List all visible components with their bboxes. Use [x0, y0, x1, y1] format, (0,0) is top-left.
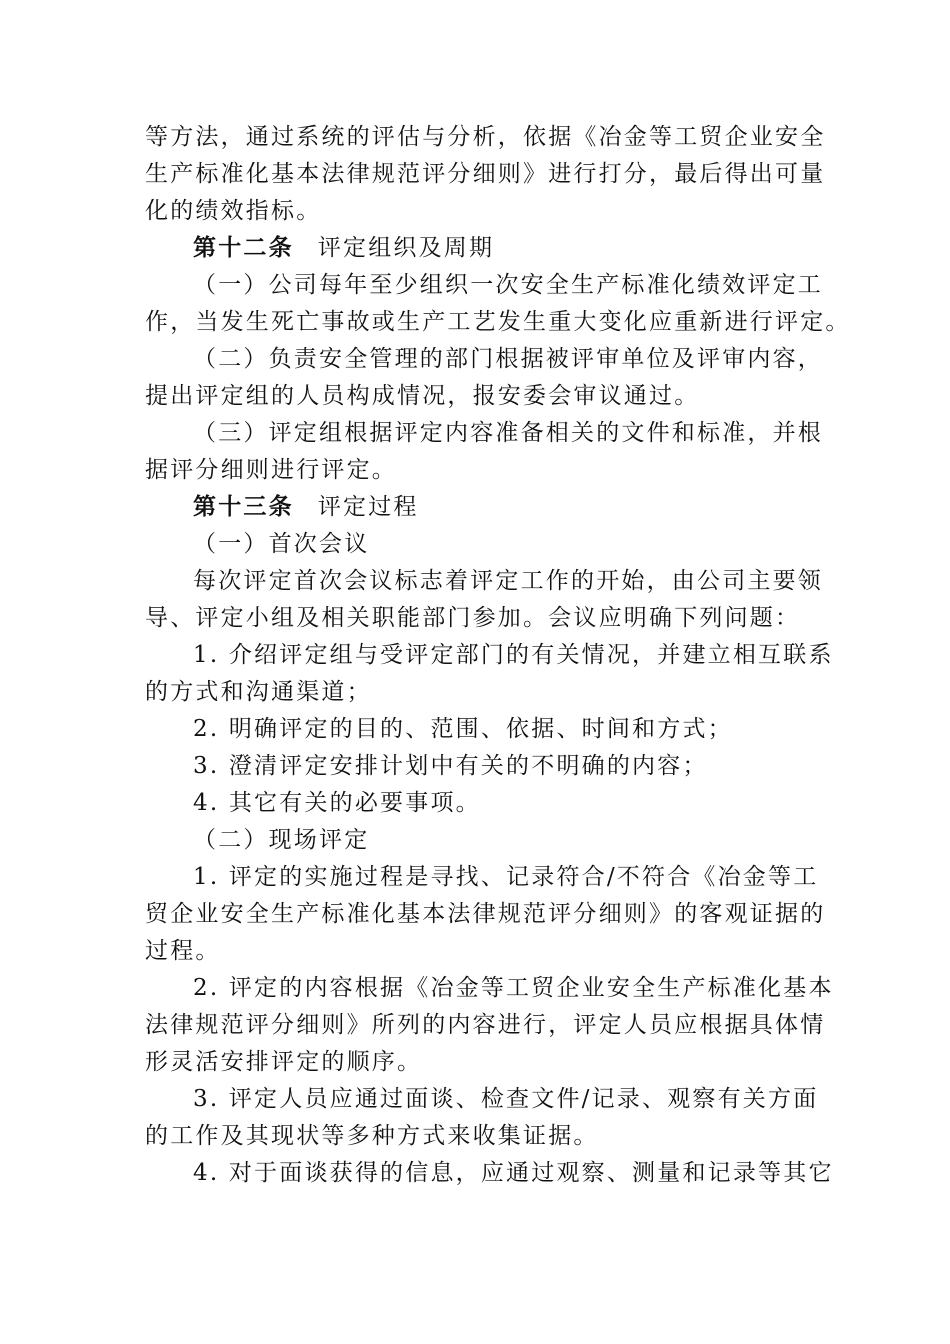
art13-s2-item2-line1: 2. 评定的内容根据《冶金等工贸企业安全生产标准化基本 — [193, 975, 834, 1001]
art13-s2-item1-line3: 过程。 — [145, 938, 221, 964]
para1-line2: 生产标准化基本法律规范评分细则》进行打分，最后得出可量 — [145, 161, 826, 187]
art13-s2-item1-line2: 贸企业安全生产标准化基本法律规范评分细则》的客观证据的 — [145, 901, 826, 927]
art12-p3-line2: 据评分细则进行评定。 — [145, 457, 397, 483]
art12-p3-line1: （三）评定组根据评定内容准备相关的文件和标准，并根 — [193, 420, 823, 446]
art13-s2-item1-line1: 1. 评定的实施过程是寻找、记录符合/不符合《冶金等工 — [193, 864, 819, 890]
para1-line3: 化的绩效指标。 — [145, 198, 322, 224]
art13-s2-item3-line2: 的工作及其现状等多种方式来收集证据。 — [145, 1123, 599, 1149]
para1-line1: 等方法，通过系统的评估与分析，依据《冶金等工贸企业安全 — [145, 124, 826, 150]
art13-s1-heading: （一）首次会议 — [193, 531, 370, 557]
art13-s1-intro-line2: 导、评定小组及相关职能部门参加。会议应明确下列问题： — [145, 605, 801, 631]
article-13-title: 评定过程 — [317, 494, 419, 520]
art12-p2-line2: 提出评定组的人员构成情况，报安委会审议通过。 — [145, 383, 700, 409]
article-13-heading — [193, 492, 419, 522]
art13-s2-item2-line3: 形灵活安排评定的顺序。 — [145, 1049, 423, 1075]
art13-s1-item1-line1: 1. 介绍评定组与受评定部门的有关情况，并建立相互联系 — [193, 642, 834, 668]
article-12-heading — [193, 233, 494, 263]
art13-s1-item4: 4. 其它有关的必要事项。 — [193, 790, 481, 816]
art13-s2-item3-line1: 3. 评定人员应通过面谈、检查文件/记录、观察有关方面 — [193, 1086, 819, 1112]
art12-p1-line2: 作，当发生死亡事故或生产工艺发生重大变化应重新进行评定。 — [145, 309, 851, 335]
art13-s2-item4-line1: 4. 对于面谈获得的信息，应通过观察、测量和记录等其它 — [193, 1160, 834, 1186]
art12-p1-line1: （一）公司每年至少组织一次安全生产标准化绩效评定工 — [193, 272, 823, 298]
art13-s1-item1-line2: 的方式和沟通渠道； — [145, 679, 372, 705]
art13-s2-heading: （二）现场评定 — [193, 827, 370, 853]
article-13-number: 第十三条 — [193, 493, 294, 520]
art13-s2-item2-line2: 法律规范评分细则》所列的内容进行，评定人员应根据具体情 — [145, 1012, 826, 1038]
art13-s1-item3: 3. 澄清评定安排计划中有关的不明确的内容； — [193, 753, 708, 779]
art13-s1-intro-line1: 每次评定首次会议标志着评定工作的开始，由公司主要领 — [193, 568, 823, 594]
art13-s1-item2: 2. 明确评定的目的、范围、依据、时间和方式； — [193, 716, 733, 742]
article-12-number: 第十二条 — [193, 234, 294, 261]
art12-p2-line1: （二）负责安全管理的部门根据被评审单位及评审内容， — [193, 346, 823, 372]
article-12-title: 评定组织及周期 — [317, 235, 495, 261]
